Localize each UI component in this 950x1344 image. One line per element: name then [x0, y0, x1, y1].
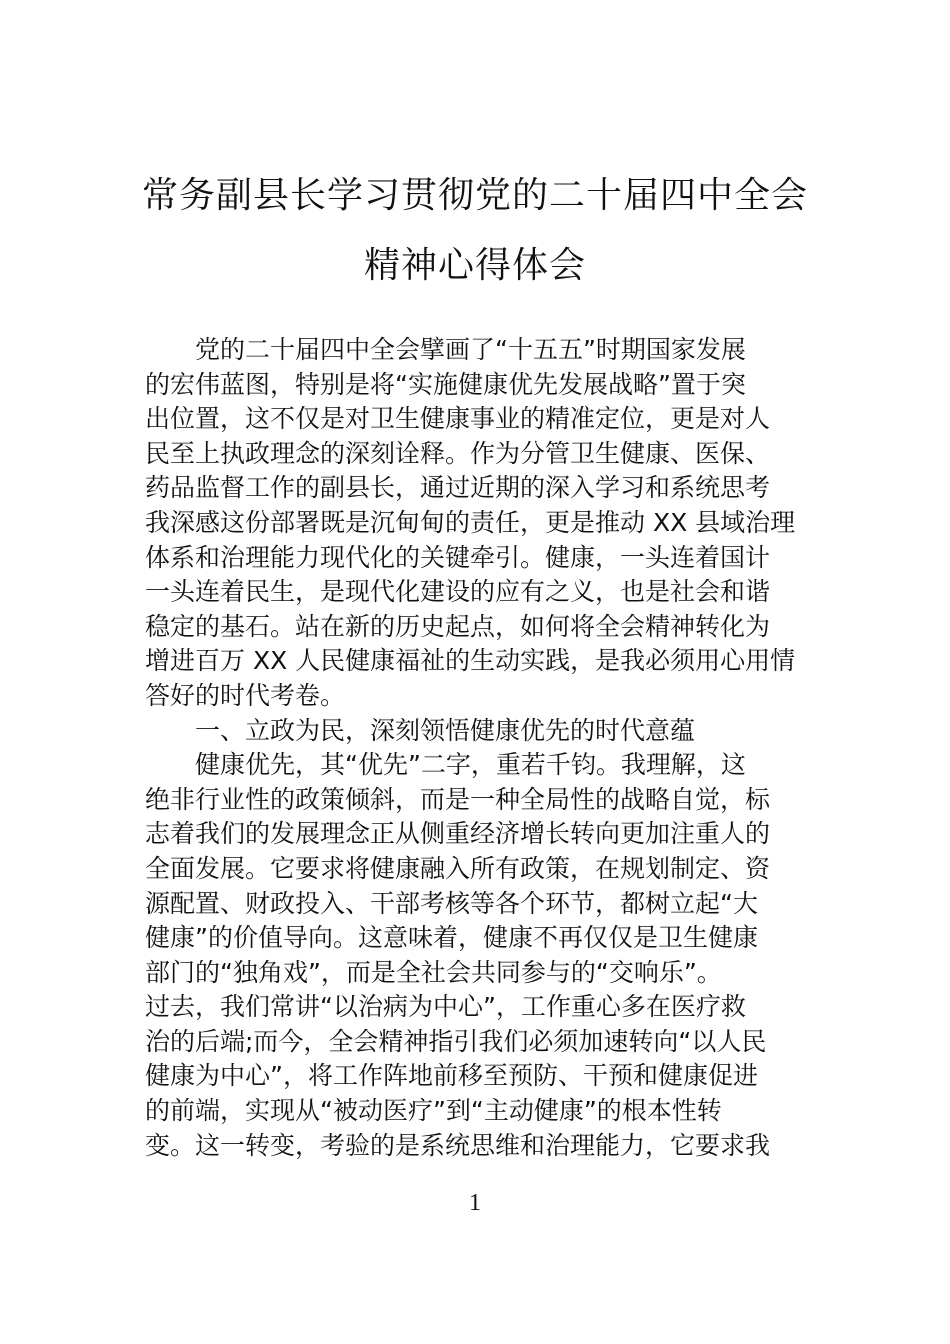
body-line: 出位置，这不仅是对卫生健康事业的精准定位，更是对人	[145, 404, 771, 434]
body-line: 治的后端;而今，全会精神指引我们必须加速转向“以人民	[145, 1026, 767, 1056]
body-line: 增进百万 XX 人民健康福祉的生动实践，是我必须用心用情	[145, 646, 796, 676]
document-body	[145, 333, 810, 1163]
body-line: 健康优先，其“优先”二字，重若千钧。我理解，这	[195, 750, 746, 780]
body-line: 过去，我们常讲“以治病为中心”，工作重心多在医疗救	[145, 992, 746, 1022]
body-line: 的前端，实现从“被动医疗”到“主动健康”的根本性转	[145, 1096, 722, 1126]
section-heading: 一、立政为民，深刻领悟健康优先的时代意蕴	[195, 715, 696, 745]
body-line: 党的二十届四中全会擘画了“十五五”时期国家发展	[195, 335, 746, 364]
body-line: 志着我们的发展理念正从侧重经济增长转向更加注重人的	[145, 819, 771, 849]
body-line: 的宏伟蓝图，特别是将“实施健康优先发展战略”置于突	[145, 369, 746, 399]
body-line: 健康为中心”，将工作阵地前移至预防、干预和健康促进	[145, 1061, 758, 1091]
body-line: 绝非行业性的政策倾斜，而是一种全局性的战略自觉，标	[145, 784, 771, 814]
document-title-line-2: 精神心得体会	[363, 245, 586, 286]
body-line: 健康”的价值导向。这意味着，健康不再仅仅是卫生健康	[145, 923, 758, 953]
body-line: 体系和治理能力现代化的关键牵引。健康，一头连着国计	[145, 542, 771, 572]
body-line: 我深感这份部署既是沉甸甸的责任，更是推动 XX 县域治理	[145, 507, 796, 537]
body-line: 稳定的基石。站在新的历史起点，如何将全会精神转化为	[145, 611, 771, 641]
body-line: 源配置、财政投入、干部考核等各个环节，都树立起“大	[145, 888, 758, 918]
body-line: 变。这一转变，考验的是系统思维和治理能力，它要求我	[145, 1130, 771, 1160]
body-line: 全面发展。它要求将健康融入所有政策，在规划制定、资	[145, 853, 771, 883]
body-line: 答好的时代考卷。	[145, 680, 346, 710]
document-title-line-1: 常务副县长学习贯彻党的二十届四中全会	[141, 175, 808, 216]
body-line: 民至上执政理念的深刻诠释。作为分管卫生健康、医保、	[145, 438, 771, 468]
body-line: 部门的“独角戏”，而是全社会共同参与的“交响乐”。	[145, 957, 722, 987]
page-number: 1	[469, 1190, 481, 1216]
body-line: 药品监督工作的副县长，通过近期的深入学习和系统思考	[145, 473, 771, 503]
body-line: 一头连着民生，是现代化建设的应有之义，也是社会和谐	[145, 577, 771, 607]
